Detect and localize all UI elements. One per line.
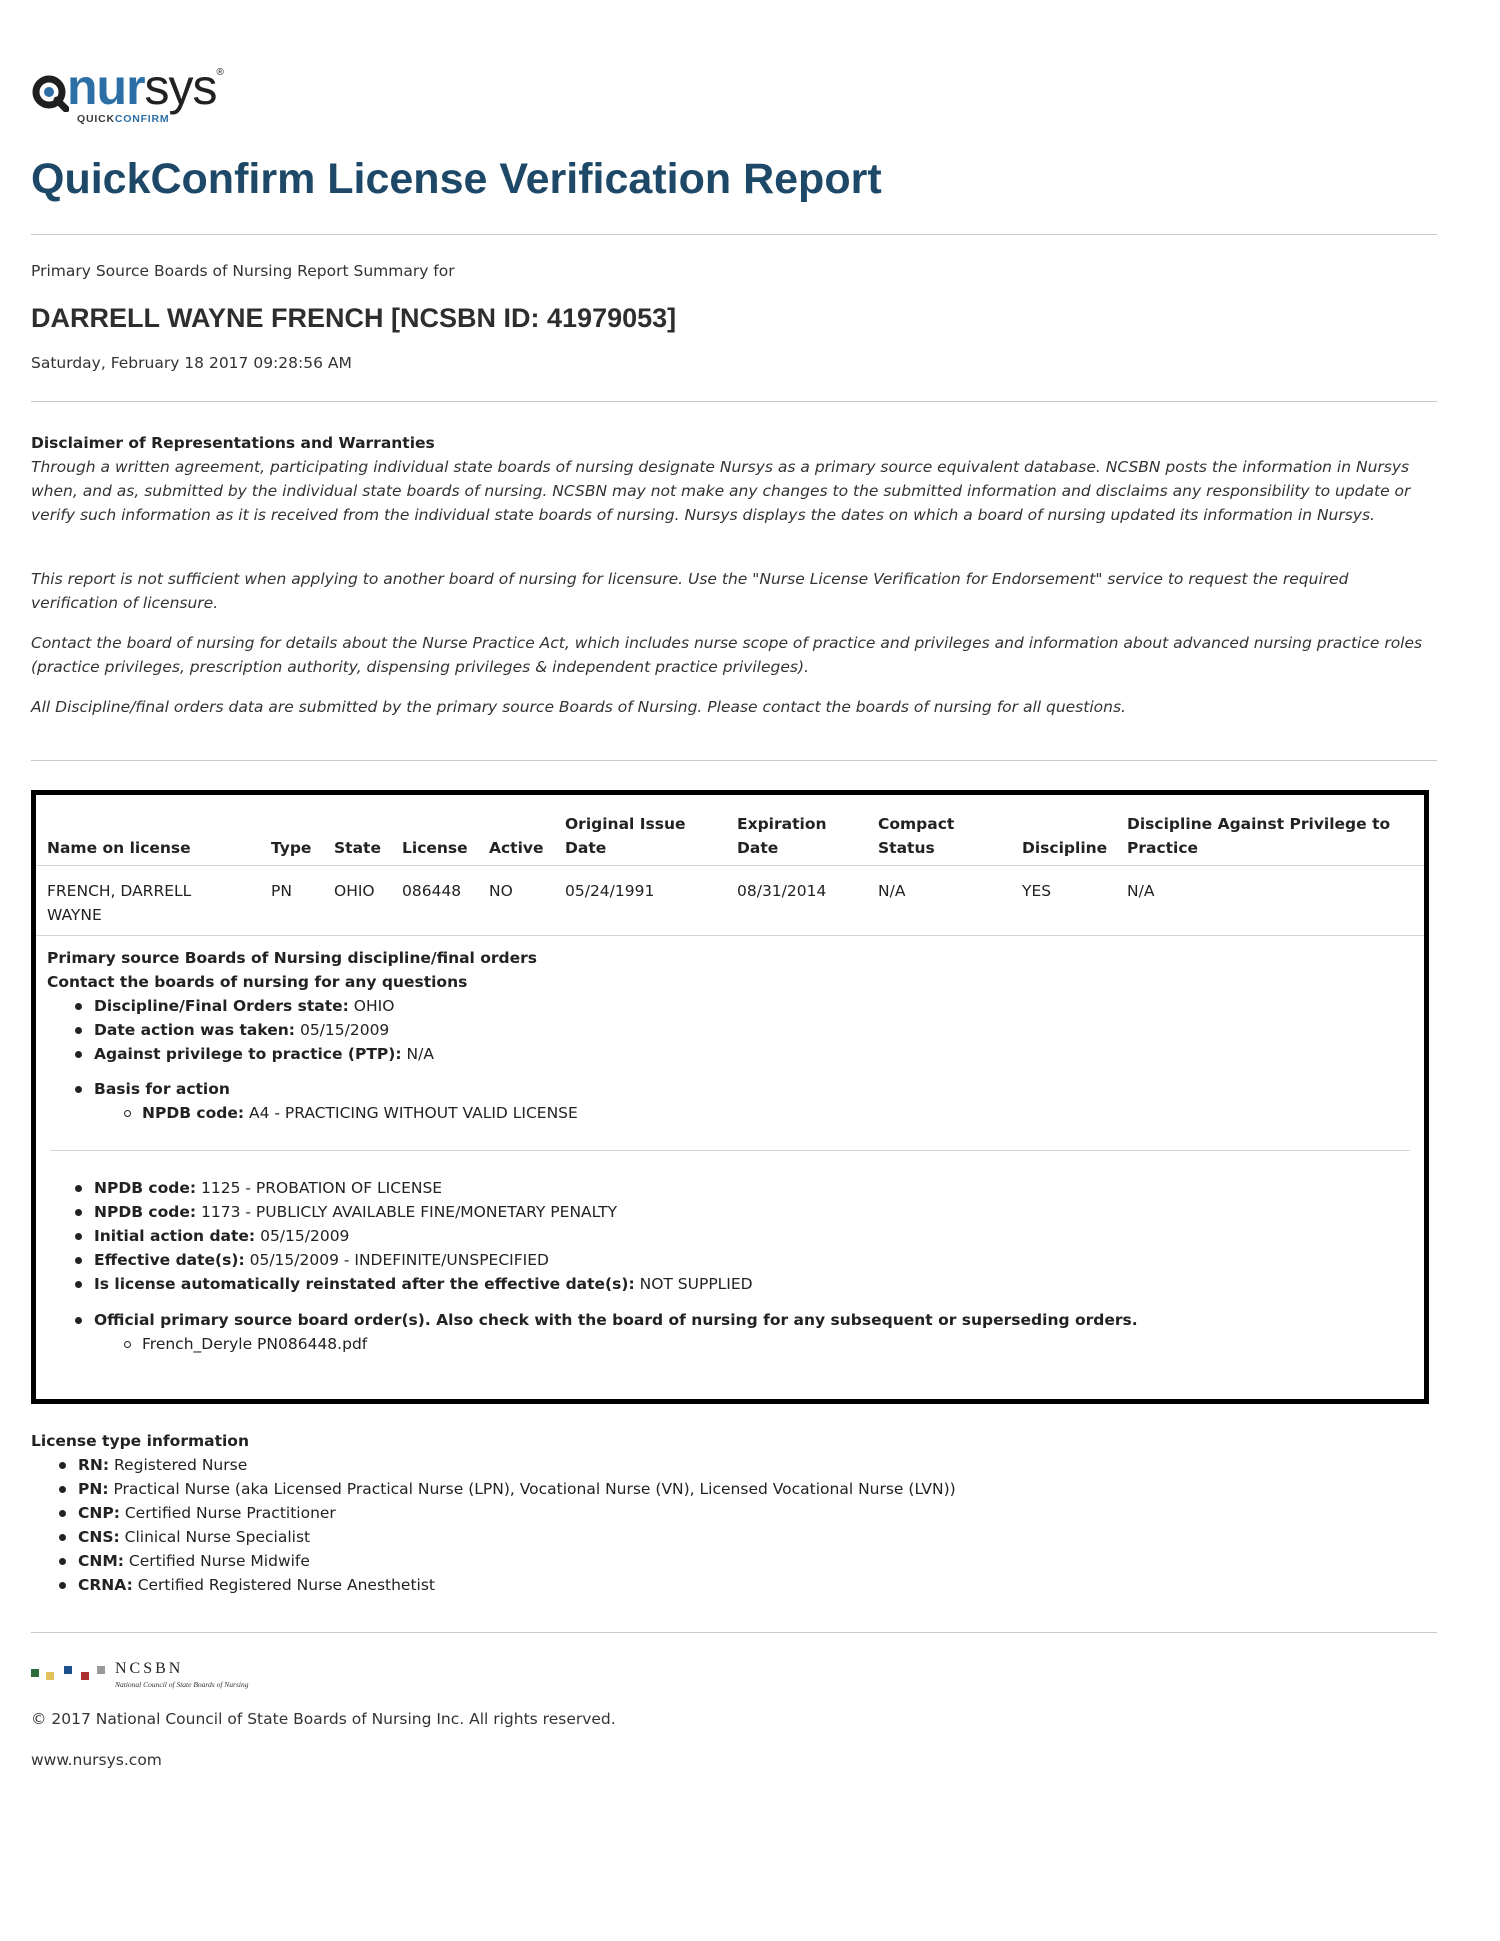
disclaimer-paragraph-1: Through a written agreement, participating individual state boards of nursing designate Nursys as a primary source equivalent database. NCSBN posts the information in Nursys when, and as, submitted by the individual state boards of nursing. NCSBN may not make any changes to the submitted information and disclaims any responsibility to update or verify such information as it is received from the individual state boards of nursing. Nursys displays the dates on which a board of nursing updated its information in Nursys.	[31, 458, 1411, 524]
cell-discipline: YES	[1022, 882, 1052, 900]
header-divider	[36, 865, 1424, 866]
bullet-icon	[75, 1317, 82, 1324]
value: 1173 - PUBLICLY AVAILABLE FINE/MONETARY PENALTY	[201, 1203, 618, 1221]
report-date: Saturday, February 18 2017 09:28:56 AM	[31, 354, 352, 372]
label: NPDB code:	[94, 1179, 197, 1197]
code: RN:	[78, 1456, 110, 1474]
bullet-icon	[59, 1510, 66, 1517]
ncsbn-square-red	[81, 1672, 89, 1680]
list-item-discipline-state	[94, 994, 394, 1018]
label: Official primary source board order(s). Also check with the board of nursing for any subsequent or superseding orders.	[94, 1311, 1138, 1329]
license-type-item-rn	[78, 1453, 247, 1477]
bullet-icon	[59, 1486, 66, 1493]
col-header-name: Name on license	[47, 839, 191, 857]
label: Basis for action	[94, 1080, 230, 1098]
bullet-icon	[75, 1209, 82, 1216]
value: N/A	[406, 1045, 434, 1063]
label: Effective date(s):	[94, 1251, 245, 1269]
logo-sub-quick: QUICK	[77, 113, 115, 125]
col-header-compact-line2: Status	[878, 839, 935, 857]
list-item-effective-dates	[94, 1248, 549, 1272]
cell-type: PN	[271, 882, 292, 900]
list-item-ptp	[94, 1042, 434, 1066]
value: A4 - PRACTICING WITHOUT VALID LICENSE	[249, 1104, 578, 1122]
desc: Certified Nurse Midwife	[128, 1552, 310, 1570]
cell-name	[47, 879, 191, 927]
desc: Certified Nurse Practitioner	[124, 1504, 336, 1522]
license-type-item-cnp	[78, 1501, 336, 1525]
col-header-original-issue	[565, 812, 686, 860]
divider	[31, 1632, 1437, 1633]
cell-original-issue: 05/24/1991	[565, 882, 655, 900]
label: Discipline/Final Orders state:	[94, 997, 349, 1015]
label: Initial action date:	[94, 1227, 256, 1245]
bullet-icon	[59, 1558, 66, 1565]
bullet-icon	[59, 1534, 66, 1541]
label: NPDB code:	[94, 1203, 197, 1221]
col-header-expiration-line2: Date	[737, 839, 779, 857]
divider	[31, 401, 1437, 402]
disclaimer-paragraph-2: This report is not sufficient when applying to another board of nursing for licensure. Use the "Nurse License Verification for Endorsement" service to request the required verification of licensure.	[31, 570, 1349, 612]
label: Is license automatically reinstated after the effective date(s):	[94, 1275, 635, 1293]
bullet-icon	[75, 1086, 82, 1093]
bullet-icon	[59, 1582, 66, 1589]
logo-sys: sys	[144, 59, 217, 115]
value: 1125 - PROBATION OF LICENSE	[201, 1179, 443, 1197]
cell-name-line1: FRENCH, DARRELL	[47, 882, 192, 900]
bullet-icon	[59, 1462, 66, 1469]
list-item-npdb-1125	[94, 1176, 442, 1200]
cell-compact: N/A	[878, 882, 906, 900]
license-type-item-cnm	[78, 1549, 310, 1573]
website-link[interactable]: www.nursys.com	[31, 1751, 162, 1769]
list-item-reinstated	[94, 1272, 753, 1296]
page-title: QuickConfirm License Verification Report	[31, 155, 882, 203]
ncsbn-square-gray	[97, 1666, 105, 1674]
license-type-item-crna	[78, 1573, 435, 1597]
list-item-initial-action	[94, 1224, 349, 1248]
col-header-state: State	[334, 839, 381, 857]
ncsbn-square-yellow	[46, 1672, 54, 1680]
logo-sub-confirm: CONFIRM	[114, 113, 170, 125]
col-header-active: Active	[489, 839, 544, 857]
label: Against privilege to practice (PTP):	[94, 1045, 402, 1063]
desc: Registered Nurse	[114, 1456, 248, 1474]
list-item-npdb-1173	[94, 1200, 617, 1224]
col-header-expiration	[737, 812, 827, 860]
logo-reg-mark: ®	[216, 67, 223, 78]
license-type-item-cns	[78, 1525, 310, 1549]
bullet-icon	[75, 1233, 82, 1240]
bullet-icon	[75, 1281, 82, 1288]
value: 05/15/2009	[299, 1021, 390, 1039]
col-header-compact-line1: Compact	[878, 815, 955, 833]
col-header-original-issue-line1: Original Issue	[565, 815, 686, 833]
nursys-quickconfirm-logo	[31, 59, 251, 132]
code: CRNA:	[78, 1576, 133, 1594]
divider	[31, 760, 1437, 761]
bullet-icon	[75, 1185, 82, 1192]
ncsbn-logo	[31, 1660, 271, 1694]
license-type-heading: License type information	[31, 1432, 249, 1450]
cell-name-line2: WAYNE	[47, 906, 102, 924]
list-item-basis	[94, 1077, 230, 1101]
code: CNP:	[78, 1504, 120, 1522]
ncsbn-wordmark: NCSBN	[115, 1660, 184, 1677]
bullet-icon	[75, 1027, 82, 1034]
ncsbn-square-blue	[64, 1666, 72, 1674]
col-header-original-issue-line2: Date	[565, 839, 607, 857]
code: CNS:	[78, 1528, 120, 1546]
col-header-discipline: Discipline	[1022, 839, 1108, 857]
ncsbn-square-green	[31, 1669, 39, 1677]
magnifier-q-icon	[31, 74, 69, 112]
value: NOT SUPPLIED	[639, 1275, 753, 1293]
value: 05/15/2009 - INDEFINITE/UNSPECIFIED	[249, 1251, 549, 1269]
desc: Practical Nurse (aka Licensed Practical Nurse (LPN), Vocational Nurse (VN), Licensed Vocational Nurse (LVN))	[113, 1480, 956, 1498]
col-header-compact	[878, 812, 954, 860]
copyright: © 2017 National Council of State Boards of Nursing Inc. All rights reserved.	[31, 1710, 616, 1728]
col-header-dap-line1: Discipline Against Privilege to	[1127, 815, 1391, 833]
license-type-item-pn	[78, 1477, 956, 1501]
bullet-icon	[75, 1051, 82, 1058]
ncsbn-subtitle: National Council of State Boards of Nursing	[115, 1680, 249, 1689]
divider	[31, 234, 1437, 235]
discipline-heading: Primary source Boards of Nursing discipline/final orders	[47, 949, 538, 967]
desc: Certified Registered Nurse Anesthetist	[137, 1576, 436, 1594]
bullet-icon	[75, 1003, 82, 1010]
col-header-license: License	[402, 839, 468, 857]
label: Date action was taken:	[94, 1021, 296, 1039]
list-item-date-action	[94, 1018, 389, 1042]
disclaimer-paragraph-4: All Discipline/final orders data are submitted by the primary source Boards of Nursing. Please contact the boards of nursing for all questions.	[31, 698, 1126, 716]
list-item-npdb-a4	[142, 1101, 578, 1125]
desc: Clinical Nurse Specialist	[124, 1528, 311, 1546]
value: 05/15/2009	[260, 1227, 350, 1245]
disclaimer-heading: Disclaimer of Representations and Warranties	[31, 434, 435, 452]
cell-dap: N/A	[1127, 882, 1155, 900]
circle-bullet-icon	[124, 1341, 131, 1348]
logo-nur: nur	[67, 59, 145, 115]
cell-state: OHIO	[334, 882, 375, 900]
code: CNM:	[78, 1552, 124, 1570]
logo-subtitle	[77, 113, 169, 125]
col-header-expiration-line1: Expiration	[737, 815, 827, 833]
cell-active: NO	[489, 882, 513, 900]
cell-expiration: 08/31/2014	[737, 882, 827, 900]
col-header-discipline-against-privilege	[1127, 812, 1390, 860]
value: OHIO	[353, 997, 395, 1015]
summary-for-label: Primary Source Boards of Nursing Report Summary for	[31, 262, 455, 280]
circle-bullet-icon	[124, 1110, 131, 1117]
license-verification-box	[31, 790, 1429, 1404]
code: PN:	[78, 1480, 109, 1498]
list-item-official-orders	[94, 1308, 1138, 1332]
col-header-dap-line2: Practice	[1127, 839, 1199, 857]
col-header-type: Type	[271, 839, 312, 857]
discipline-subheading: Contact the boards of nursing for any questions	[47, 973, 468, 991]
disclaimer-paragraph-3: Contact the board of nursing for details about the Nurse Practice Act, which includes nurse scope of practice and privileges and information about advanced nursing practice roles (practice privileges, prescription authority, dispensing privileges & independent practice privileges).	[31, 634, 1423, 676]
bullet-icon	[75, 1257, 82, 1264]
order-file-link[interactable]: French_Deryle PN086448.pdf	[142, 1335, 368, 1353]
cell-license: 086448	[402, 882, 462, 900]
row-divider	[36, 935, 1424, 936]
section-divider	[50, 1150, 1410, 1151]
label: NPDB code:	[142, 1104, 245, 1122]
logo-wordmark	[67, 59, 223, 115]
person-name-id: DARRELL WAYNE FRENCH [NCSBN ID: 41979053]	[31, 303, 677, 333]
list-item-order-file[interactable]	[142, 1332, 367, 1356]
